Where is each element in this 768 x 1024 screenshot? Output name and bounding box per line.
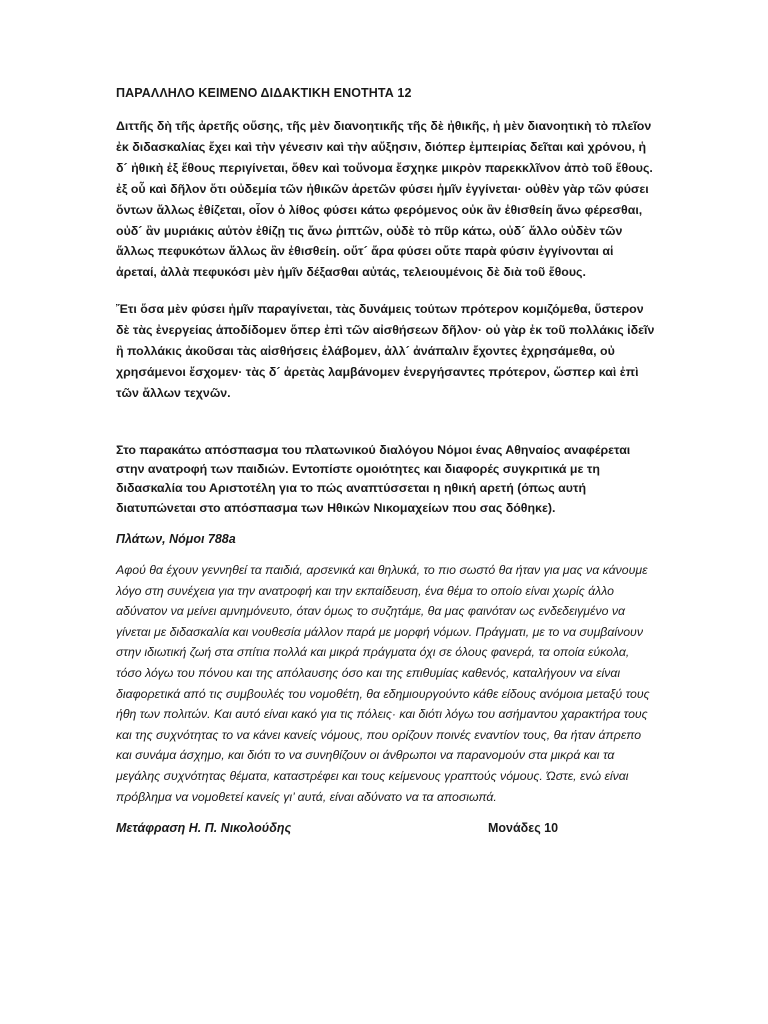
marks-label: Μονάδες 10 (488, 821, 559, 836)
document-title: ΠΑΡΑΛΛΗΛΟ ΚΕΙΜΕΝΟ ΔΙΔΑΚΤΙΚΗ ΕΝΟΤΗΤΑ 12 (116, 86, 412, 100)
document-page (116, 86, 656, 839)
document-footer (116, 821, 656, 839)
translator-credit: Μετάφραση Η. Π. Νικολούδης (116, 821, 292, 836)
source-citation: Πλάτων, Νόμοι 788a (116, 531, 236, 546)
exercise-question: Στο παρακάτω απόσπασμα του πλατωνικού διαλόγου Νόμοι ένας Αθηναίος αναφέρεται στην ανατροφή των παιδιών. Εντοπίστε ομοιότητες και διαφορές συγκριτικά με τη διδασκαλία του Αριστοτέλη για το πώς αναπτύσσεται η ηθική αρετή (όπως αυτή διατυπώνεται στο απόσπασμα των Ηθικών Νικομαχείων που σας δόθηκε). (116, 442, 631, 515)
translation-text: Αφού θα έχουν γεννηθεί τα παιδιά, αρσενικά και θηλυκά, το πιο σωστό θα ήταν για μας να κάνουμε λόγο στη συνέχεια για την ανατροφή και την εκπαίδευση, ένα θέμα το οποίο είναι χωρίς άλλο αδύνατον να μείνει αμνημόνευτο, όταν όμως το συζητάμε, θα μας φαινόταν ως ενδεδειγμένο να γίνεται με διδασκαλία και νουθεσία μάλλον παρά με μορφή νόμων. Πράγματι, με το να συμβαίνουν στην ιδιωτική ζωή στα σπίτια πολλά και μικρά πράγματα όχι σε όλους φανερά, τα οποία εύκολα, τόσο λόγω του πόνου και της απόλαυσης όσο και της επιθυμίας καθενός, καταλήγουν να είναι διαφορετικά από τις συμβουλές του νομοθέτη, θα εδημιουργούντο κάθε είδους ανόμοια μεταξύ τους ήθη των πολιτών. Και αυτό είναι κακό για τις πόλεις· και διότι λόγω του ασήμαντου χαρακτήρα τους και της συχνότητας το να κάνει κανείς νόμους, που ορίζουν ποινές εναντίον τους, θα ήταν άπρεπο και συνάμα άσχημο, και διότι το να συνηθίζουν οι άνθρωποι να παρανομούν στα μικρά και τα μεγάλης συχνότητας θέματα, καταστρέφει και τους κείμενους γραπτούς νόμους. Ώστε, ενώ είναι πρόβλημα να νομοθετεί κανείς γι’ αυτά, είναι αδύνατο να τα αποσιωπά. (116, 562, 650, 804)
greek-paragraph-2: Ἔτι ὅσα μὲν φύσει ἡμῖν παραγίνεται, τὰς δυνάμεις τούτων πρότερον κομιζόμεθα, ὕστερον δὲ τὰς ἐνεργείας ἀποδίδομεν ὅπερ ἐπὶ τῶν αἰσθήσεων δῆλον· οὐ γὰρ ἐκ τοῦ πολλάκις ἰδεῖν ἢ πολλάκις ἀκοῦσαι τὰς αἰσθήσεις ἐλάβομεν, ἀλλ´ ἀνάπαλιν ἔχοντες ἐχρησάμεθα, οὐ χρησάμενοι ἔσχομεν· τὰς δ´ ἀρετὰς λαμβάνομεν ἐνεργήσαντες πρότερον, ὥσπερ καὶ ἐπὶ τῶν ἄλλων τεχνῶν. (116, 302, 655, 400)
greek-paragraph-1: Διττῆς δὴ τῆς ἀρετῆς οὔσης, τῆς μὲν διανοητικῆς τῆς δὲ ἠθικῆς, ἡ μὲν διανοητικὴ τὸ πλεῖον ἐκ διδασκαλίας ἔχει καὶ τὴν γένεσιν καὶ τὴν αὔξησιν, διόπερ ἐμπειρίας δεῖται καὶ χρόνου, ἡ δ´ ἠθικὴ ἐξ ἔθους περιγίνεται, ὅθεν καὶ τοὔνομα ἔσχηκε μικρὸν παρεκκλῖνον ἀπὸ τοῦ ἔθους. ἐξ οὗ καὶ δῆλον ὅτι οὐδεμία τῶν ἠθικῶν ἀρετῶν φύσει ἡμῖν ἐγγίνεται· οὐθὲν γὰρ τῶν φύσει ὄντων ἄλλως ἐθίζεται, οἷον ὁ λίθος φύσει κάτω φερόμενος οὐκ ἂν ἐθισθείη ἄνω φέρεσθαι, οὐδ´ ἂν μυριάκις αὐτὸν ἐθίζῃ τις ἄνω ῥιπτῶν, οὐδὲ τὸ πῦρ κάτω, οὐδ´ ἄλλο οὐδὲν τῶν ἄλλως πεφυκότων ἄλλως ἂν ἐθισθείη. οὔτ´ ἄρα φύσει οὔτε παρὰ φύσιν ἐγγίνονται αἱ ἀρεταί, ἀλλὰ πεφυκόσι μὲν ἡμῖν δέξασθαι αὐτάς, τελειουμένοις δὲ διὰ τοῦ ἔθους. (116, 119, 653, 280)
